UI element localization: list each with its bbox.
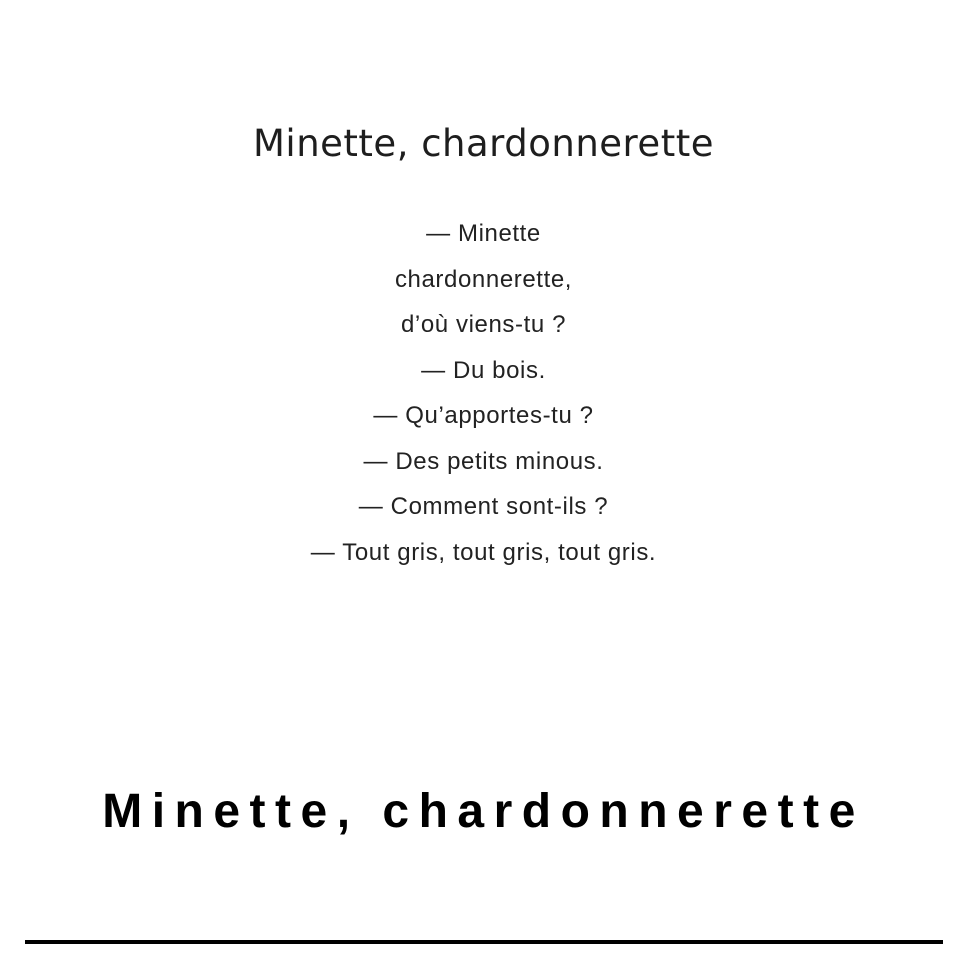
poem-line: d’où viens-tu ?: [400, 311, 567, 338]
poem-line: — Qu’apportes-tu ?: [373, 402, 594, 429]
poem-line: — Minette: [426, 220, 541, 247]
poem-line: — Des petits minous.: [363, 447, 604, 475]
caption-title: Minette, chardonnerette: [102, 785, 865, 838]
bottom-divider: [25, 940, 943, 944]
poem-line: — Comment sont-ils ?: [358, 493, 609, 520]
poem-line: — Du bois.: [421, 356, 546, 384]
poem-line: chardonnerette,: [394, 265, 573, 293]
poem-line: — Tout gris, tout gris, tout gris.: [310, 538, 657, 566]
poem-body: [0, 211, 967, 575]
poem-title: Minette, chardonnerette: [253, 122, 714, 165]
